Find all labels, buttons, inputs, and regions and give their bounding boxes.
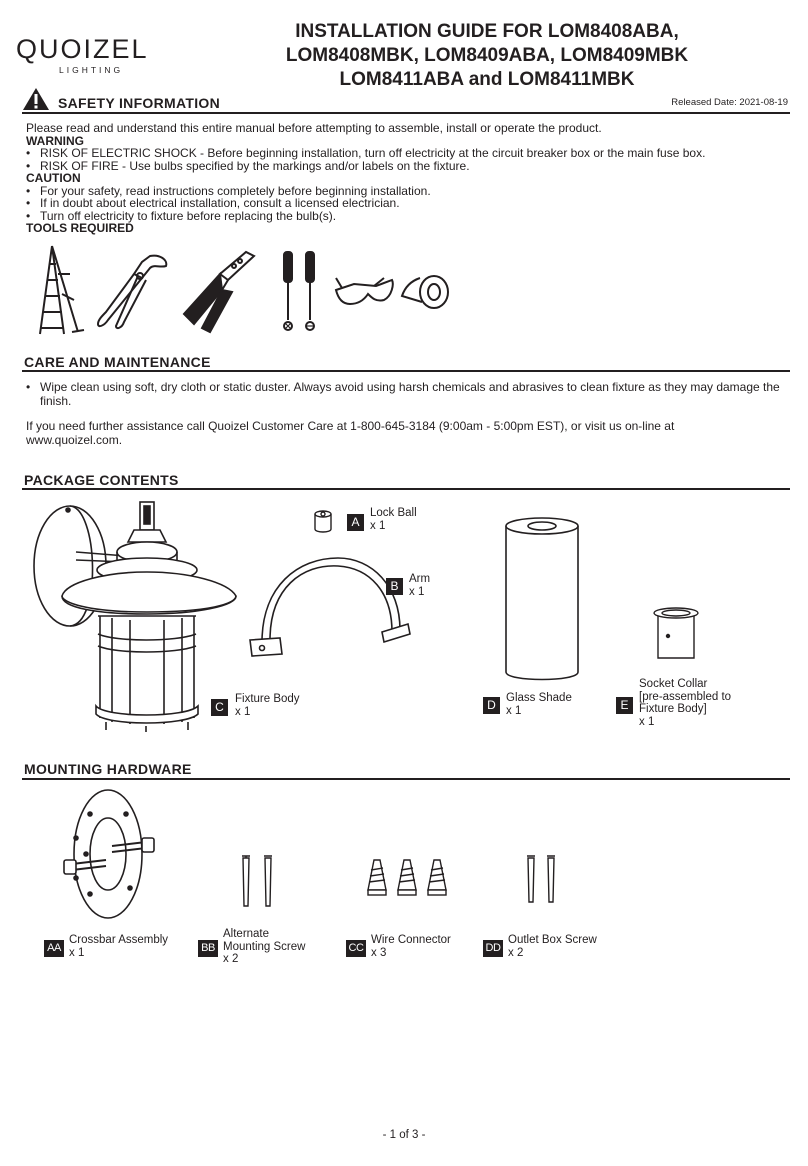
glass-shade-illustration [502,516,582,682]
alternate-mounting-screw-illustration [238,852,278,908]
safety-heading: SAFETY INFORMATION [58,95,220,111]
package-heading: PACKAGE CONTENTS [24,472,179,488]
care-heading: CARE AND MAINTENANCE [24,354,211,370]
page-number: - 1 of 3 - [382,1129,426,1141]
label-fixture-body: Fixture Body x 1 [235,693,300,718]
outlet-box-screw-illustration [524,852,560,904]
badge-b: B [386,578,403,595]
wire-connector-illustration [366,858,450,898]
badge-cc: CC [346,940,366,957]
badge-c: C [211,699,228,716]
label-arm: Arm x 1 [409,573,431,598]
care-rule [22,370,790,372]
care-list [26,380,788,408]
socket-collar-illustration [651,606,701,662]
lock-ball-illustration [312,509,334,535]
safety-body [26,122,796,235]
customer-care-text: If you need further assistance call Quoizel Customer Care at 1-800-645-3184 (9:00am - 5:00pm EST), or visit us on-line at www.quoizel.com. [26,419,675,447]
safety-intro: Please read and understand this entire manual before attempting to assemble, install or operate the product. [26,121,602,135]
badge-a: A [347,514,364,531]
list-item: • If in doubt about electrical installation, consult a licensed electrician. [26,196,400,210]
title-line-3: LOM8411ABA and LOM8411MBK [339,69,635,90]
list-item: • Turn off electricity to fixture before replacing the bulb(s). [26,208,337,223]
crossbar-assembly-illustration [60,784,160,924]
title-line-1: INSTALLATION GUIDE FOR LOM8408ABA, [295,21,679,42]
label-outlet-box-screw: Outlet Box Screw x 2 [508,934,597,959]
hardware-heading: MOUNTING HARDWARE [24,761,192,777]
released-date: Released Date: 2021-08-19 [671,97,788,108]
screwdrivers-icon [274,250,324,334]
pliers-icon [94,250,170,332]
brand-logo: QUOIZEL [16,34,149,64]
badge-aa: AA [44,940,64,957]
label-alternate-mounting-screw: Alternate Mounting Screw x 2 [223,928,306,965]
brand-logo-sub: LIGHTING [59,65,124,75]
list-item: • For your safety, read instructions completely before beginning installation. [26,183,431,198]
warning-triangle-icon [22,87,50,111]
badge-d: D [483,697,500,714]
list-item: • RISK OF FIRE - Use bulbs specified by the markings and/or labels on the fixture. [26,158,470,173]
badge-dd: DD [483,940,503,957]
list-item: • Wipe clean using soft, dry cloth or static duster. Always avoid using harsh chemicals and abrasives to clean fixture as they may damage the finish. [26,380,780,408]
package-rule [22,488,790,490]
label-crossbar-assembly: Crossbar Assembly x 1 [69,934,169,959]
badge-e: E [616,697,633,714]
label-wire-connector: Wire Connector x 3 [371,934,451,959]
label-socket-collar: Socket Collar [pre-assembled to Fixture Body] x 1 [639,678,732,728]
tools-heading: TOOLS REQUIRED [26,221,134,235]
label-glass-shade: Glass Shade x 1 [506,692,572,717]
badge-bb: BB [198,940,218,957]
hardware-rule [22,778,790,780]
ladder-icon [36,244,88,336]
safety-rule [22,112,790,114]
electrical-tape-icon [400,272,452,312]
label-lock-ball: Lock Ball x 1 [370,507,417,532]
page-title [222,20,752,92]
caution-heading: CAUTION [26,171,81,185]
title-line-2: LOM8408MBK, LOM8409ABA, LOM8409MBK [285,45,689,66]
list-item: • RISK OF ELECTRIC SHOCK - Before beginning installation, turn off electricity at the circuit breaker box or the main fuse box. [26,146,706,160]
arm-illustration [242,558,412,662]
wire-stripper-icon [176,250,258,334]
warning-heading: WARNING [26,133,84,148]
safety-glasses-icon [334,274,396,310]
